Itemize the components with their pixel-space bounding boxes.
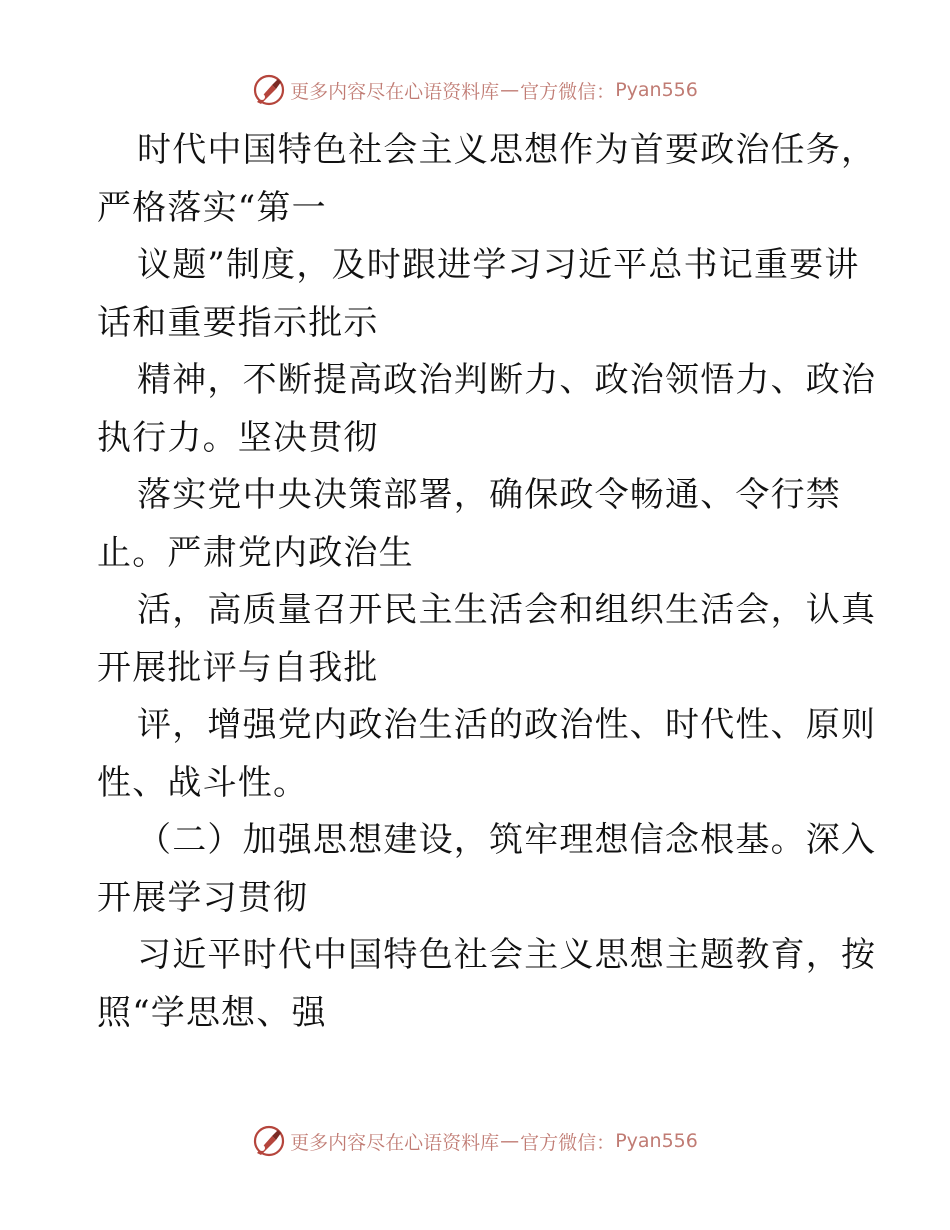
text-line: 精神，不断提高政治判断力、政治领悟力、政治 [137,360,877,400]
text-line: 开展学习贯彻 [97,877,309,918]
text-line: 时代中国特色社会主义思想作为首要政治任务， [137,130,877,170]
text-line: （二）加强思想建设，筑牢理想信念根基。深入 [137,820,877,860]
watermark-wechat-id: Pyan556 [615,79,698,101]
pen-logo-icon [252,73,286,107]
pen-logo-icon [252,1124,286,1158]
watermark-wechat-id: Pyan556 [615,1130,698,1152]
footer-watermark [0,1121,950,1161]
document-body [97,122,877,1042]
text-line: 性、战斗性。 [97,762,309,803]
watermark-text: 更多内容尽在心语资料库 [290,80,500,103]
text-line: 开展批评与自我批 [97,647,379,688]
text-line: 严格落实“第一 [97,187,327,228]
watermark-separator: — [500,79,520,101]
text-line: 评，增强党内政治生活的政治性、时代性、原则 [137,705,877,745]
watermark-wechat-label: 官方微信： [520,80,616,103]
watermark-separator: — [500,1130,520,1152]
text-line: 习近平时代中国特色社会主义思想主题教育，按 [137,935,877,975]
text-line: 话和重要指示批示 [97,302,379,343]
text-line: 照“学思想、强 [97,992,327,1033]
text-line: 活，高质量召开民主生活会和组织生活会，认真 [137,590,877,630]
text-line: 落实党中央决策部署，确保政令畅通、令行禁 [137,475,841,515]
text-line: 止。严肃党内政治生 [97,532,414,573]
watermark-text: 更多内容尽在心语资料库 [290,1131,500,1154]
header-watermark [0,70,950,110]
watermark-wechat-label: 官方微信： [520,1131,616,1154]
text-line: 执行力。坚决贯彻 [97,417,379,458]
text-line: 议题”制度，及时跟进学习习近平总书记重要讲 [137,245,860,285]
